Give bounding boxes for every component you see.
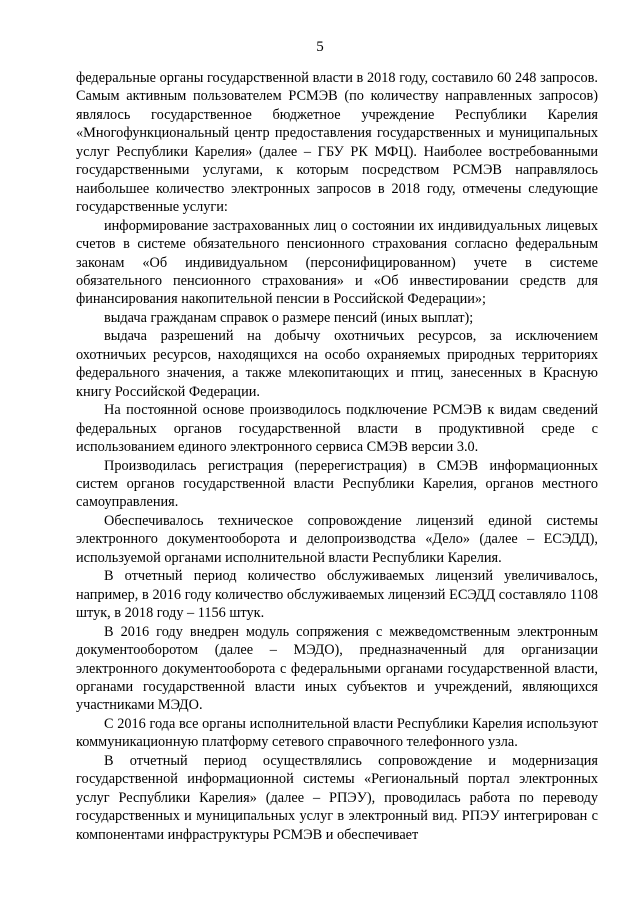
- list-item-pension-certificates: выдача гражданам справок о размере пенсий (иных выплат);: [104, 309, 474, 326]
- paragraph-license-count: В отчетный период количество обслуживаемых лицензий увеличивалось, например, в 2016 году количество обслуживаемых лицензий ЕСЭДД составляло 1108 штук, в 2018 году – 1156 штук.: [76, 568, 598, 622]
- paragraph-medo-module: В 2016 году внедрен модуль сопряжения с межведомственным электронным документооборотом (далее – МЭДО), предназначенный для организации электронного документооборота с федеральными органами государственной власти, органами государственной власти иных субъектов и учреждений, являющихся участниками МЭДО.: [76, 623, 598, 714]
- list-item-hunting-permits: выдача разрешений на добычу охотничьих ресурсов, за исключением охотничьих ресурсов, находящихся на особо охраняемых природных территориях федерального значения, а также млекопитающих и птиц, занесенных в Красную книгу Российской Федерации.: [76, 328, 598, 400]
- paragraph-phone-platform: С 2016 года все органы исполнительной власти Республики Карелия используют коммуникационную платформу сетевого справочного телефонного узла.: [76, 715, 598, 751]
- paragraph-rpeu-portal: В отчетный период осуществлялись сопровождение и модернизация государственной информационной системы «Региональный портал электронных услуг Республики Карелия» (далее – РПЭУ), проводилась работа по переводу государственных и муниципальных услуг в электронный вид. РПЭУ интегрирован с компонентами инфраструктуры РСМЭВ и обеспечивает: [76, 752, 598, 843]
- list-item-pension-info: информирование застрахованных лиц о состоянии их индивидуальных лицевых счетов в системе обязательного пенсионного страхования согласно федеральным законам «Об индивидуальном (персонифицированном) учете в системе обязательного пенсионного страхования» и «Об инвестировании средств для финансирования накопительной пенсии в Российской Федерации»;: [76, 217, 598, 308]
- paragraph-esedd-support: Обеспечивалось техническое сопровождение лицензий единой системы электронного документооборота и делопроизводства «Дело» (далее – ЕСЭДД), используемой органами исполнительной власти Республики Карелия.: [76, 512, 598, 566]
- paragraph-smev-connection: На постоянной основе производилось подключение РСМЭВ к видам сведений федеральных органов государственной власти в продуктивной среде с использованием единого электронного сервиса СМЭВ версии 3.0.: [76, 402, 598, 456]
- page-number: 5: [316, 39, 324, 55]
- document-body: [76, 69, 598, 844]
- paragraph-smev-registration: Производилась регистрация (перерегистрация) в СМЭВ информационных систем органов государственной власти Республики Карелия, органов местного самоуправления.: [76, 457, 598, 511]
- paragraph-continuation: федеральные органы государственной власти в 2018 году, составило 60 248 запросов. Самым активным пользователем РСМЭВ (по количеству направленных запросов) являлось государственное бюджетное учреждение Республики Карелия «Многофункциональный центр предоставления государственных и муниципальных услуг Республики Карелия» (далее – ГБУ РК МФЦ). Наиболее востребованными государственными услугами, к которым посредством РСМЭВ направлялось наибольшее количество электронных запросов в 2018 году, отмечены следующие государственные услуги:: [76, 70, 598, 216]
